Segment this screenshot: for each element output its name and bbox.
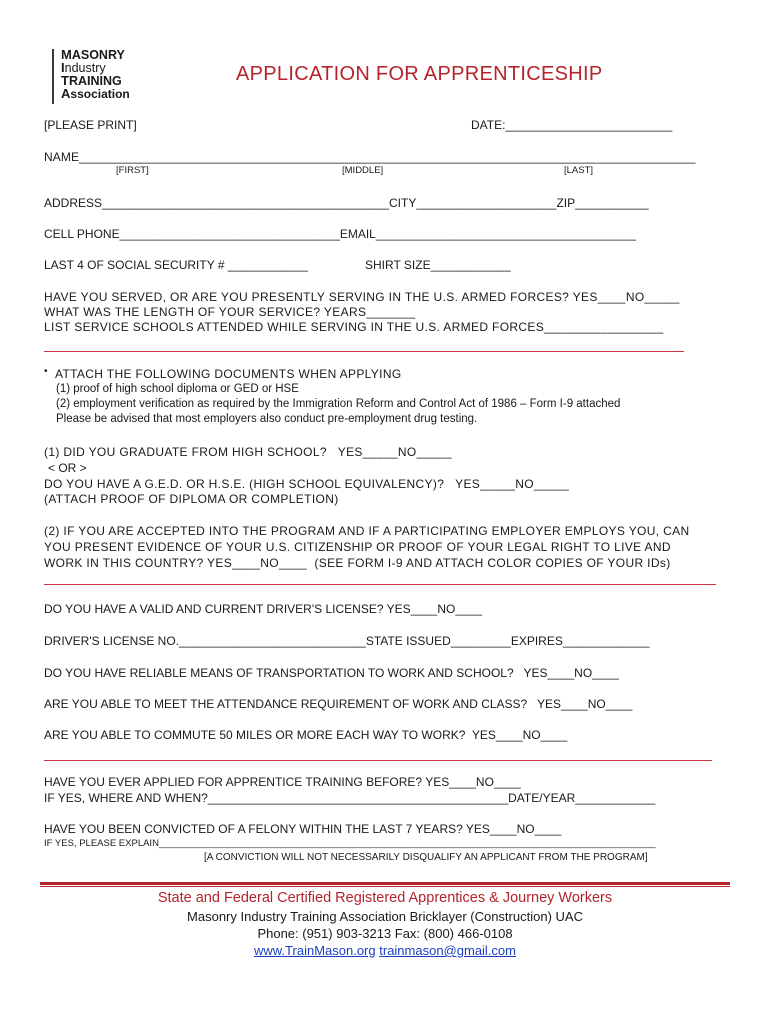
attach-proof-note: (ATTACH PROOF OF DIPLOMA OR COMPLETION): [44, 492, 339, 506]
shirt-size-field[interactable]: SHIRT SIZE____________: [365, 258, 511, 272]
drivers-license-number-field[interactable]: DRIVER'S LICENSE NO.____________________________STATE ISSUED_________EXPIRES_____________: [44, 634, 650, 648]
section-divider: [44, 351, 684, 352]
name-first-label: [FIRST]: [116, 165, 149, 176]
email-link[interactable]: trainmason@gmail.com: [379, 943, 516, 958]
name-last-label: [LAST]: [564, 165, 594, 176]
footer-rule-thin: [40, 886, 730, 887]
ged-question[interactable]: DO YOU HAVE A G.E.D. OR H.S.E. (HIGH SCHOOL EQUIVALENCY)? YES_____NO_____: [44, 477, 570, 491]
page-title: APPLICATION FOR APPRENTICESHIP: [236, 63, 603, 85]
drug-testing-note: Please be advised that most employers also conduct pre-employment drug testing.: [56, 413, 478, 425]
citizenship-question-line-3[interactable]: WORK IN THIS COUNTRY? YES____NO____ (SEE FORM I-9 AND ATTACH COLOR COPIES OF YOUR IDs): [44, 556, 671, 570]
high-school-question[interactable]: (1) DID YOU GRADUATE FROM HIGH SCHOOL? YES_____NO_____: [44, 445, 452, 459]
transportation-question[interactable]: DO YOU HAVE RELIABLE MEANS OF TRANSPORTATION TO WORK AND SCHOOL? YES____NO____: [44, 666, 619, 680]
felony-question[interactable]: HAVE YOU BEEN CONVICTED OF A FELONY WITHIN THE LAST 7 YEARS? YES____NO____: [44, 822, 562, 836]
address-field[interactable]: ADDRESS___________________________________________CITY_____________________ZIP___________: [44, 196, 649, 210]
citizenship-question-line-1: (2) IF YOU ARE ACCEPTED INTO THE PROGRAM AND IF A PARTICIPATING EMPLOYER EMPLOYS YOU, CAN: [44, 524, 690, 538]
conviction-note: [A CONVICTION WILL NOT NECESSARILY DISQUALIFY AN APPLICANT FROM THE PROGRAM]: [204, 852, 648, 863]
military-schools-question[interactable]: LIST SERVICE SCHOOLS ATTENDED WHILE SERVING IN THE U.S. ARMED FORCES_________________: [44, 320, 664, 334]
bullet-icon: •: [44, 366, 48, 377]
website-link[interactable]: www.TrainMason.org: [254, 943, 376, 958]
footer-tagline: State and Federal Certified Registered Apprentices & Journey Workers: [157, 890, 613, 906]
commute-question[interactable]: ARE YOU ABLE TO COMMUTE 50 MILES OR MORE EACH WAY TO WORK? YES____NO____: [44, 728, 568, 742]
section-divider: [44, 760, 712, 761]
ssn-field[interactable]: LAST 4 OF SOCIAL SECURITY # ____________: [44, 258, 308, 272]
footer-phone-fax: Phone: (951) 903-3213 Fax: (800) 466-0108: [257, 926, 513, 941]
felony-explain-field[interactable]: IF YES, PLEASE EXPLAIN______________________________________________________________________________________________: [44, 838, 656, 849]
logo-line-association: Association: [61, 86, 130, 101]
name-field[interactable]: NAME___________________________________________________________________________________________: [44, 150, 696, 164]
logo-line-training: TRAINING: [61, 73, 122, 88]
section-divider: [44, 584, 716, 585]
drivers-license-question[interactable]: DO YOU HAVE A VALID AND CURRENT DRIVER'S LICENSE? YES____NO____: [44, 602, 483, 616]
logo-line-industry: Industry: [61, 60, 106, 75]
logo-line-masonry: MASONRY: [61, 47, 125, 62]
attach-item-1: (1) proof of high school diploma or GED or HSE: [56, 383, 299, 395]
footer-rule: [40, 882, 730, 885]
military-length-question[interactable]: WHAT WAS THE LENGTH OF YOUR SERVICE? YEARS_______: [44, 305, 416, 319]
attach-heading: ATTACH THE FOLLOWING DOCUMENTS WHEN APPLYING: [55, 367, 402, 381]
prior-application-question[interactable]: HAVE YOU EVER APPLIED FOR APPRENTICE TRAINING BEFORE? YES____NO____: [44, 775, 521, 789]
footer-organization: Masonry Industry Training Association Bricklayer (Construction) UAC: [187, 909, 583, 924]
date-field[interactable]: DATE:_________________________: [471, 118, 673, 132]
please-print-label: [PLEASE PRINT]: [44, 118, 137, 132]
citizenship-question-line-2: YOU PRESENT EVIDENCE OF YOUR U.S. CITIZENSHIP OR PROOF OF YOUR LEGAL RIGHT TO LIVE AND: [44, 540, 671, 554]
attach-item-2: (2) employment verification as required by the Immigration Reform and Control Act of 1986 – Form I-9 attached: [56, 398, 621, 410]
name-middle-label: [MIDDLE]: [342, 165, 384, 176]
or-separator: < OR >: [48, 461, 87, 475]
cell-phone-field[interactable]: CELL PHONE_________________________________EMAIL_______________________________________: [44, 227, 637, 241]
military-service-question[interactable]: HAVE YOU SERVED, OR ARE YOU PRESENTLY SERVING IN THE U.S. ARMED FORCES? YES____NO_____: [44, 290, 680, 304]
prior-where-when-field[interactable]: IF YES, WHERE AND WHEN?_____________________________________________DATE/YEAR____________: [44, 791, 656, 805]
attendance-question[interactable]: ARE YOU ABLE TO MEET THE ATTENDANCE REQUIREMENT OF WORK AND CLASS? YES____NO____: [44, 697, 633, 711]
footer-links: [0, 943, 770, 958]
